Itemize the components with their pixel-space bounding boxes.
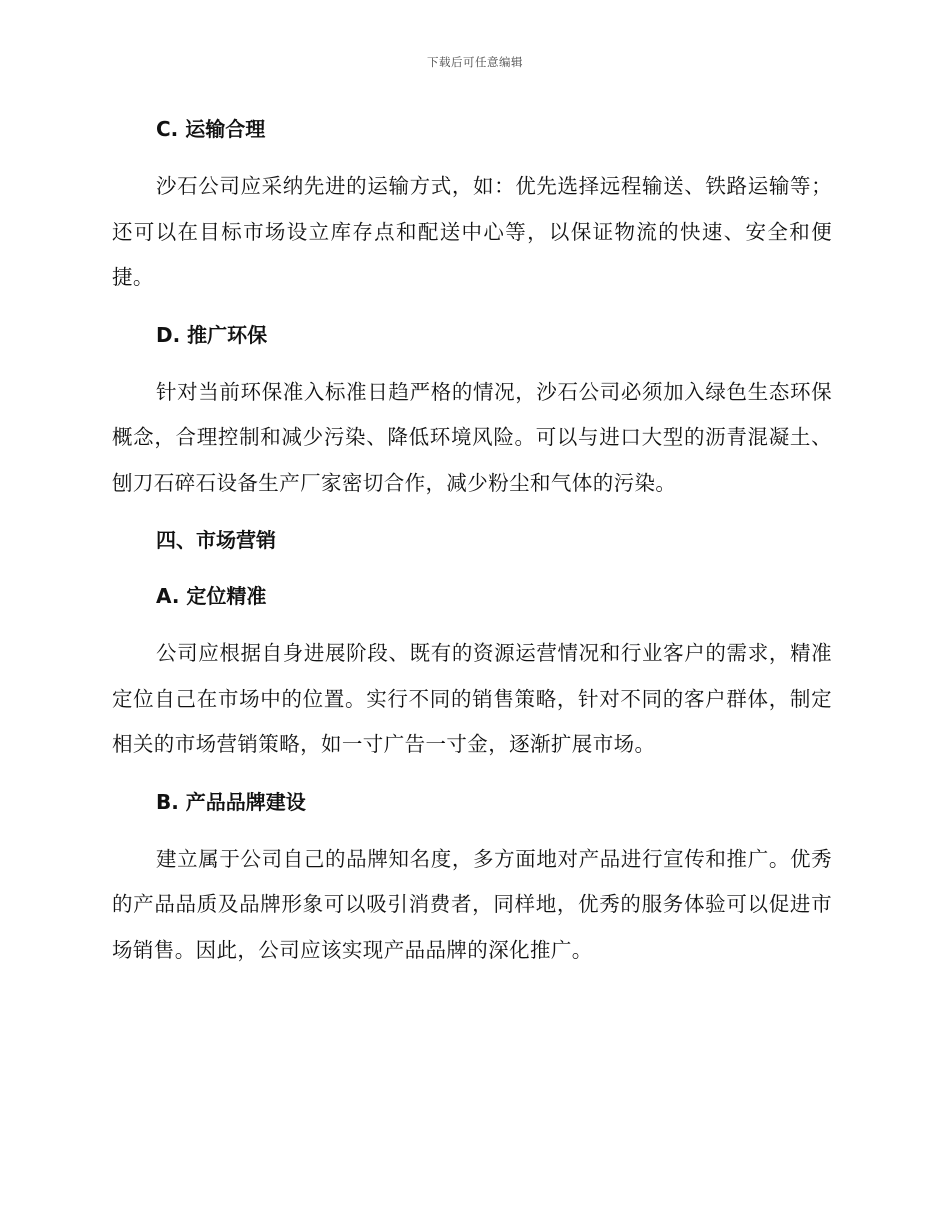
section-heading-d: D. 推广环保 <box>156 322 268 347</box>
section-paragraph-b: 建立属于公司自己的品牌知名度，多方面地对产品进行宣传和推广。优秀的产品品质及品牌形象可以吸引消费者，同样地，优秀的服务体验可以促进市场销售。因此，公司应该实现产品品牌的深化推广。 <box>112 846 832 962</box>
section-paragraph-c: 沙石公司应采纳先进的运输方式，如：优先选择远程输送、铁路运输等；还可以在目标市场设立库存点和配送中心等，以保证物流的快速、安全和便捷。 <box>112 174 832 289</box>
document-body <box>112 108 832 973</box>
section-heading-b: B. 产品品牌建设 <box>156 789 306 814</box>
chapter-heading-marketing: 四、市场营销 <box>156 528 276 552</box>
section-heading-a: A. 定位精准 <box>156 584 267 608</box>
section-paragraph-d: 针对当前环保准入标准日趋严格的情况，沙石公司必须加入绿色生态环保概念，合理控制和减少污染、降低环境风险。可以与进口大型的沥青混凝土、刨刀石碎石设备生产厂家密切合作，减少粉尘和气体的污染。 <box>112 379 832 495</box>
section-paragraph-a: 公司应根据自身进展阶段、既有的资源运营情况和行业客户的需求，精准定位自己在市场中的位置。实行不同的销售策略，针对不同的客户群体，制定相关的市场营销策略，如一寸广告一寸金，逐渐扩展市场。 <box>112 641 832 756</box>
section-heading-c: C. 运输合理 <box>156 117 266 141</box>
page-header-note: 下载后可任意编辑 <box>427 55 523 69</box>
